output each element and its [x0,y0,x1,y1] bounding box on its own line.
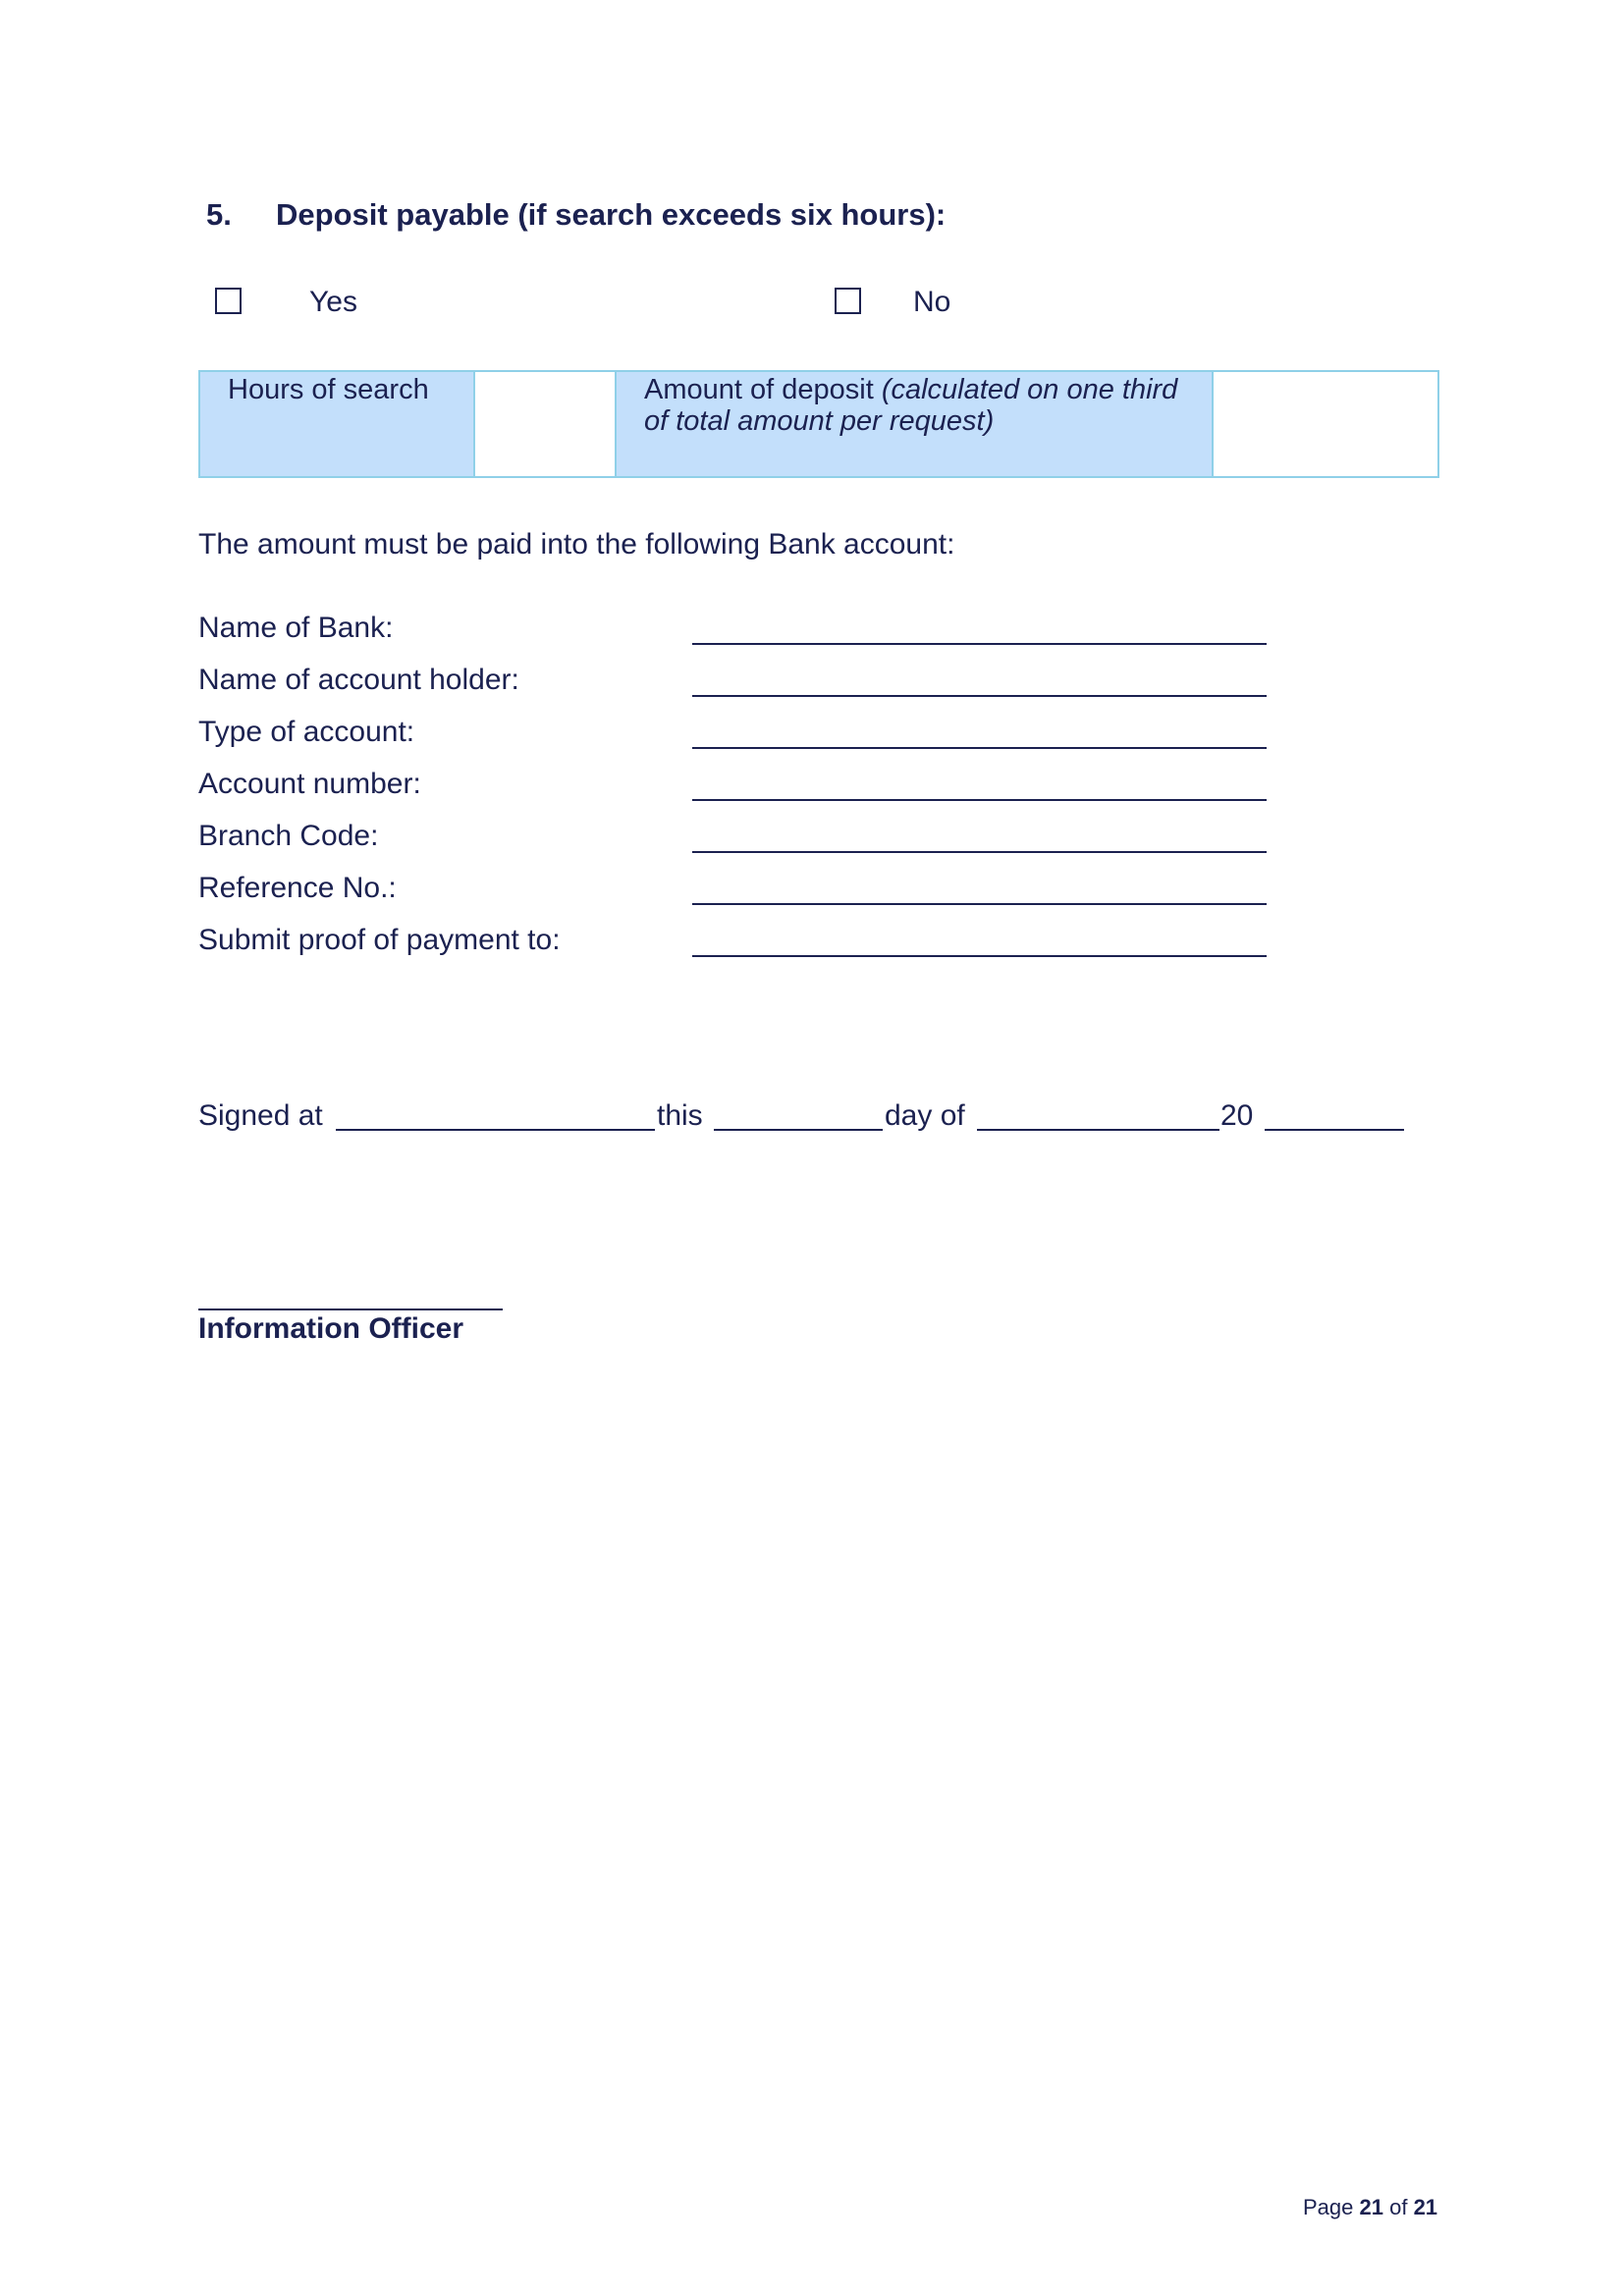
deposit-input-cell[interactable] [1213,371,1438,477]
bank-field-label: Submit proof of payment to: [198,924,561,956]
hours-label: Hours of search [228,374,429,405]
bank-field-label: Name of Bank: [198,612,394,644]
signed-at-line[interactable] [336,1129,655,1131]
bank-field-label: Account number: [198,768,421,800]
officer-title: Information Officer [198,1312,464,1345]
hours-input-cell[interactable] [474,371,616,477]
bank-field-line[interactable] [692,747,1267,749]
bank-field-line[interactable] [692,903,1267,905]
deposit-label: Amount of deposit [644,374,882,405]
yes-checkbox[interactable] [215,288,242,314]
bank-field-label: Name of account holder: [198,664,519,696]
year-prefix: 20 [1220,1099,1254,1132]
section-number: 5. [206,197,232,232]
no-label: No [913,286,951,318]
bank-field-line[interactable] [692,955,1267,957]
bank-field-line[interactable] [692,799,1267,801]
bank-intro: The amount must be paid into the following Bank account: [198,528,955,561]
day-of-label: day of [885,1099,965,1132]
year-line[interactable] [1265,1129,1404,1131]
officer-signature-line[interactable] [198,1308,503,1310]
page-number: Page 21 of 21 [1303,2195,1438,2219]
yes-label: Yes [309,286,357,318]
bank-field-label: Type of account: [198,716,415,748]
signed-at-label: Signed at [198,1099,323,1132]
no-checkbox[interactable] [835,288,861,314]
deposit-note: (calculated on one third of total amount per request) [644,374,1178,437]
bank-field-line[interactable] [692,851,1267,853]
hours-label-cell [199,371,474,477]
bank-field-label: Branch Code: [198,820,379,852]
bank-field-label: Reference No.: [198,872,397,904]
bank-field-line[interactable] [692,695,1267,697]
deposit-label-cell [616,371,1213,477]
this-label: this [657,1099,703,1132]
month-line[interactable] [977,1129,1219,1131]
section-title: Deposit payable (if search exceeds six hours): [276,197,947,232]
deposit-table [198,370,1439,478]
day-line[interactable] [714,1129,883,1131]
bank-field-line[interactable] [692,643,1267,645]
